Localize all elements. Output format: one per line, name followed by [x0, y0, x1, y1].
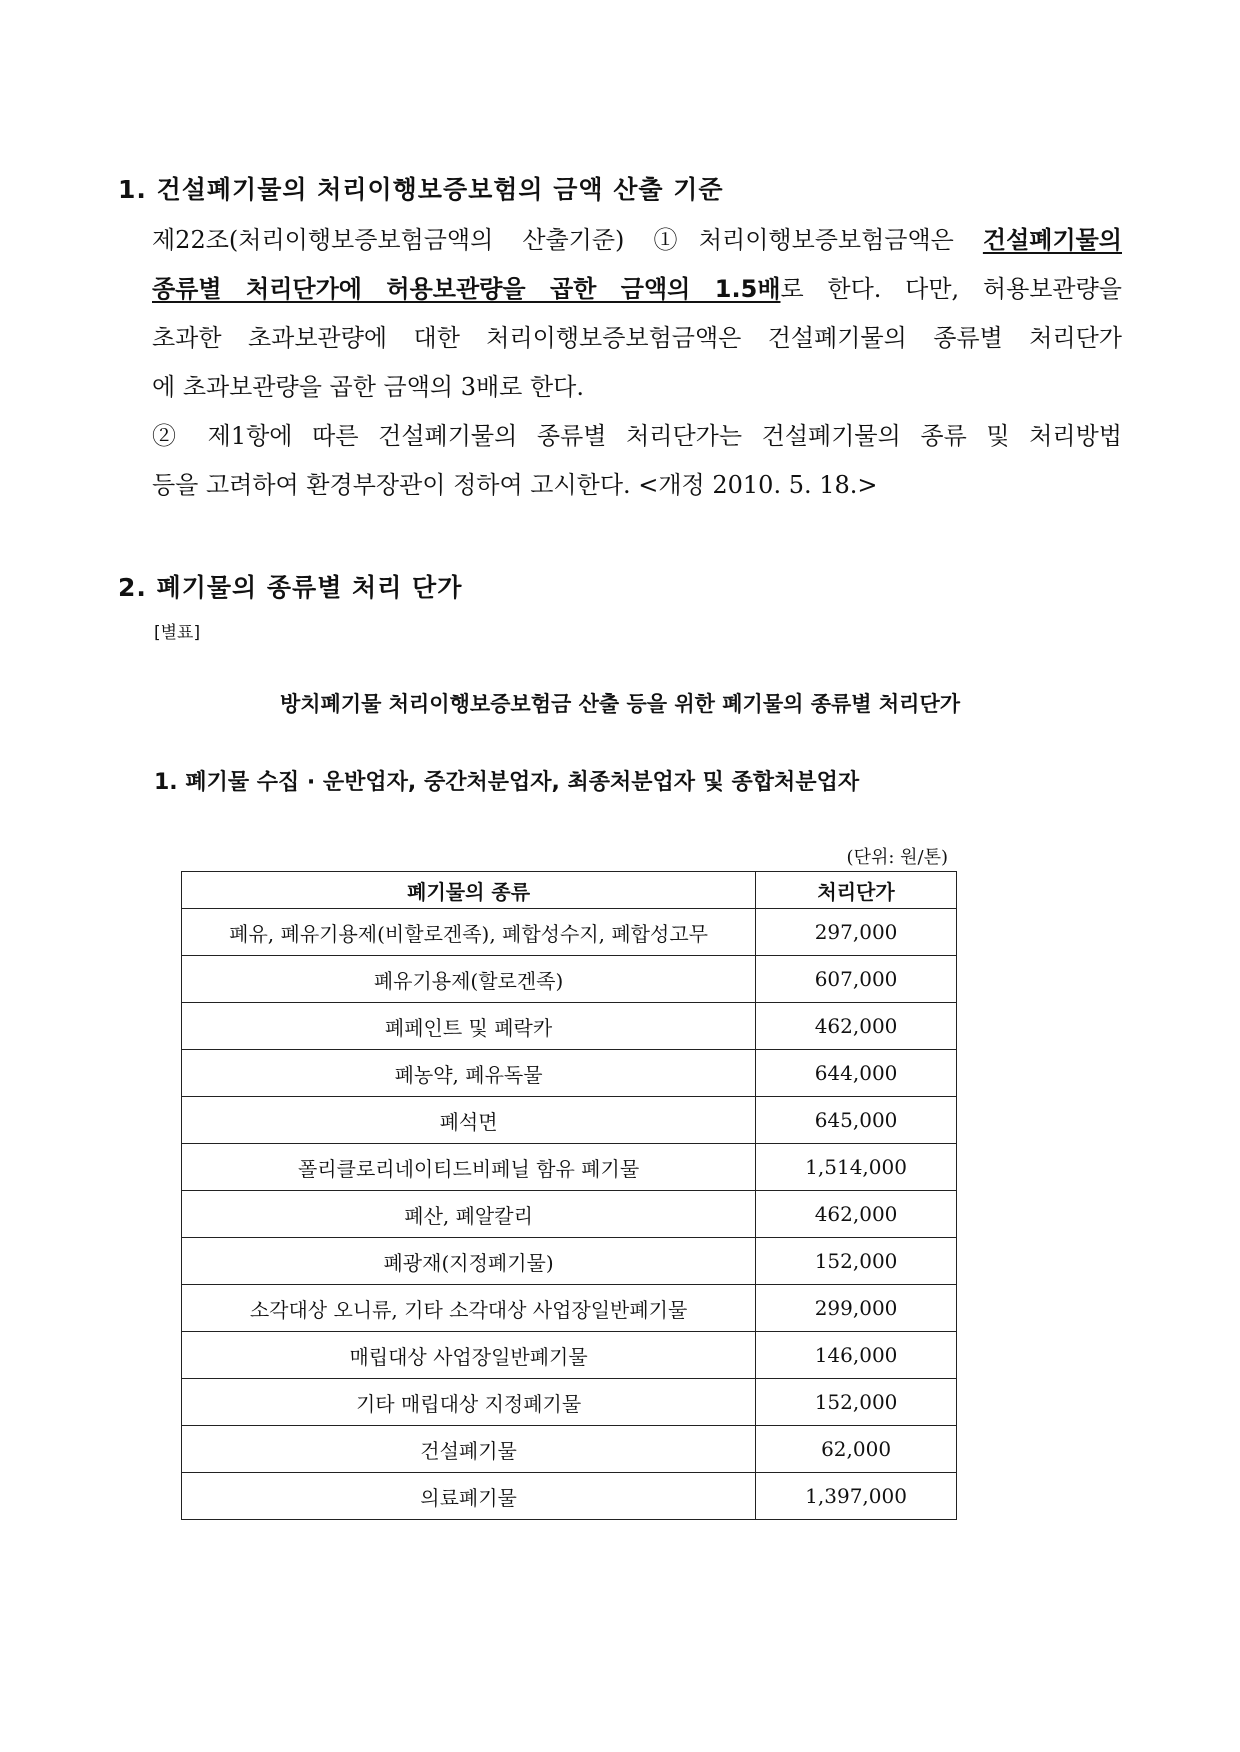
regulation-line-6: 등을 고려하여 환경부장관이 정하여 고시한다. <개정 2010. 5. 18.> [152, 471, 878, 499]
unit-price-cell: 299,000 [756, 1285, 957, 1332]
unit-price-cell: 146,000 [756, 1332, 957, 1379]
section1-title: 1. 건설폐기물의 처리이행보증보험의 금액 산출 기준 [118, 175, 724, 204]
annex-title: 방치폐기물 처리이행보증보험금 산출 등을 위한 폐기물의 종류별 처리단가 [279, 692, 961, 716]
waste-type-cell: 의료폐기물 [182, 1473, 756, 1520]
table-row [182, 1144, 957, 1191]
regulation-line-1 [152, 216, 1122, 265]
waste-type-cell: 폐페인트 및 폐락카 [182, 1003, 756, 1050]
table-row [182, 1003, 957, 1050]
table-row [182, 1473, 957, 1520]
table-row [182, 956, 957, 1003]
waste-type-cell: 건설폐기물 [182, 1426, 756, 1473]
table-row [182, 909, 957, 956]
unit-price-cell: 62,000 [756, 1426, 957, 1473]
table-row [182, 1426, 957, 1473]
regulation-emphasis-1: 건설폐기물의 [982, 226, 1122, 254]
table-row [182, 1191, 957, 1238]
annex-label: [별표] [154, 623, 201, 643]
regulation-text [152, 216, 1122, 510]
unit-price-cell: 462,000 [756, 1191, 957, 1238]
table-header-row [182, 872, 957, 909]
regulation-line-1-text: 제22조(처리이행보증보험금액의 산출기준) ①처리이행보증보험금액은 [152, 226, 983, 254]
table-row [182, 1050, 957, 1097]
regulation-line-5: ② 제1항에 따른 건설폐기물의 종류별 처리단가는 건설폐기물의 종류 및 처리방법 [152, 422, 1122, 450]
waste-type-cell: 폐농약, 폐유독물 [182, 1050, 756, 1097]
table-row [182, 1379, 957, 1426]
regulation-line-3: 초과한 초과보관량에 대한 처리이행보증보험금액은 건설폐기물의 종류별 처리단가 [152, 324, 1122, 352]
table-row [182, 1332, 957, 1379]
waste-type-cell: 기타 매립대상 지정폐기물 [182, 1379, 756, 1426]
waste-type-cell: 폴리클로리네이티드비페닐 함유 폐기물 [182, 1144, 756, 1191]
unit-price-cell: 645,000 [756, 1097, 957, 1144]
annex-subtitle: 1. 폐기물 수집 · 운반업자, 중간처분업자, 최종처분업자 및 종합처분업자 [154, 770, 860, 795]
header-waste-type: 폐기물의 종류 [182, 872, 756, 909]
unit-price-cell: 152,000 [756, 1379, 957, 1426]
table-row [182, 1285, 957, 1332]
regulation-emphasis-2: 종류별 처리단가에 허용보관량을 곱한 금액의 1.5배 [152, 275, 781, 303]
unit-price-cell: 644,000 [756, 1050, 957, 1097]
price-table [181, 871, 957, 1520]
unit-price-cell: 1,514,000 [756, 1144, 957, 1191]
unit-price-cell: 607,000 [756, 956, 957, 1003]
waste-type-cell: 매립대상 사업장일반폐기물 [182, 1332, 756, 1379]
regulation-line-2 [152, 265, 1122, 314]
table-body [182, 909, 957, 1520]
waste-type-cell: 폐유, 폐유기용제(비할로겐족), 폐합성수지, 폐합성고무 [182, 909, 756, 956]
waste-type-cell: 폐석면 [182, 1097, 756, 1144]
unit-price-cell: 1,397,000 [756, 1473, 957, 1520]
unit-price-cell: 462,000 [756, 1003, 957, 1050]
waste-type-cell: 폐유기용제(할로겐족) [182, 956, 756, 1003]
waste-type-cell: 소각대상 오니류, 기타 소각대상 사업장일반폐기물 [182, 1285, 756, 1332]
regulation-line-2-text: 로 한다. 다만, 허용보관량을 [780, 275, 1122, 303]
waste-type-cell: 폐광재(지정폐기물) [182, 1238, 756, 1285]
unit-label: (단위: 원/톤) [846, 847, 948, 868]
section2-title: 2. 폐기물의 종류별 처리 단가 [118, 573, 463, 602]
table-row [182, 1097, 957, 1144]
table-row [182, 1238, 957, 1285]
unit-price-cell: 297,000 [756, 909, 957, 956]
unit-price-cell: 152,000 [756, 1238, 957, 1285]
waste-type-cell: 폐산, 폐알칼리 [182, 1191, 756, 1238]
regulation-line-4: 에 초과보관량을 곱한 금액의 3배로 한다. [152, 373, 584, 401]
header-unit-price: 처리단가 [756, 872, 957, 909]
